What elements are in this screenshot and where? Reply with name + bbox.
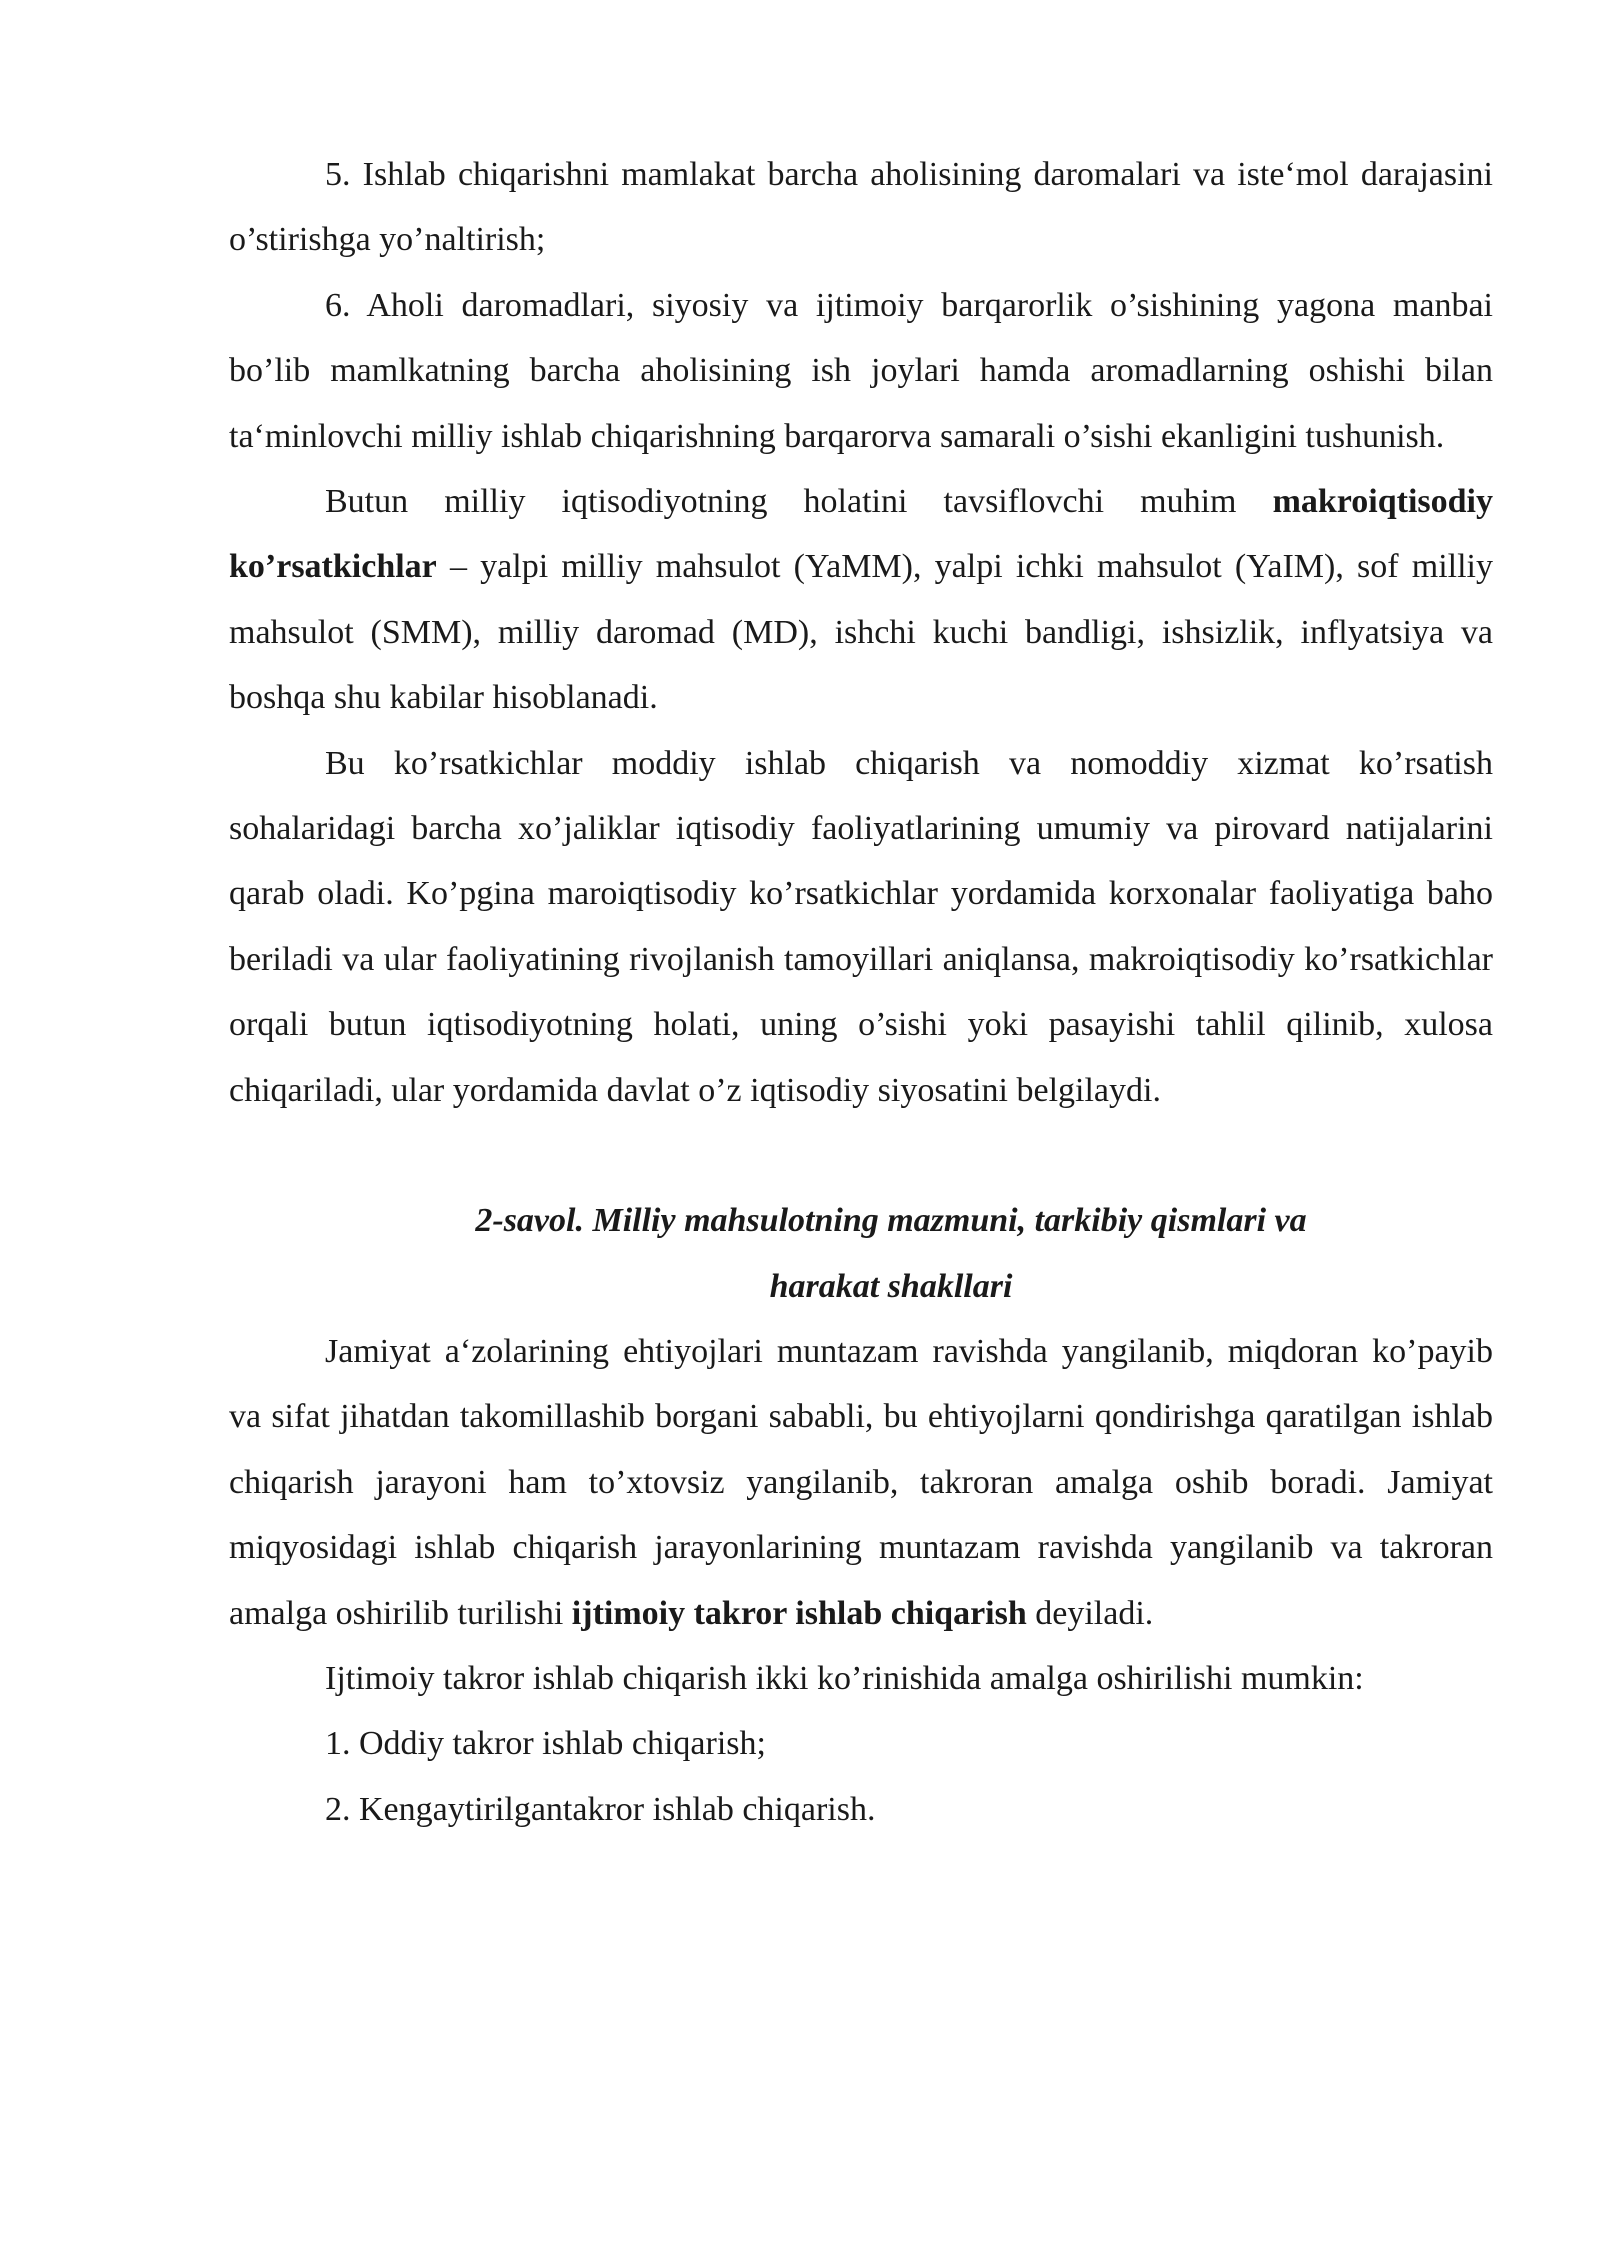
paragraph-text: – yalpi milliy mahsulot (YaMM), yalpi ichki mahsulot (YaIM), sof milliy mahsulot (SMM), milliy daromad (MD), ishchi kuchi bandligi, ishsizlik, inflyatsiya va boshqa shu kabilar hisoblanadi. — [229, 548, 1493, 717]
list-item-simple-reproduction: 1. Oddiy takror ishlab chiqarish; — [325, 1725, 766, 1763]
section-heading-line-1: 2-savol. Milliy mahsulotning mazmuni, tarkibiy qismlari va — [475, 1202, 1307, 1240]
paragraph-social-reproduction — [229, 1319, 1493, 1646]
paragraph-item-5: 5. Ishlab chiqarishni mamlakat barcha aholisining daromalari va iste‘mol darajasini o’stirishga yo’naltirish; — [229, 156, 1493, 259]
paragraph-text: Butun milliy iqtisodiyotning holatini tavsiflovchi muhim — [325, 483, 1273, 521]
paragraph-macro-indicators — [229, 469, 1493, 731]
bold-term-macro-indicators: makroiqtisodiy ko’rsatkichlar — [229, 483, 1493, 586]
list-item-extended-reproduction: 2. Kengaytirilgantakror ishlab chiqarish. — [325, 1790, 876, 1828]
paragraph-item-6: 6. Aholi daromadlari, siyosiy va ijtimoiy barqarorlik o’sishining yagona manbai bo’lib mamlkatning barcha aholisining ish joylari hamda aromadlarning oshishi bilan ta‘minlovchi milliy ishlab chiqarishning barqarorva samarali o’sishi ekanligini tushunish. — [229, 286, 1493, 455]
document-page — [229, 142, 1493, 1842]
paragraph-indicators-purpose: Bu ko’rsatkichlar moddiy ishlab chiqarish va nomoddiy xizmat ko’rsatish sohalaridagi barcha xo’jaliklar iqtisodiy faoliyatlarining umumiy va pirovard natijalarini qarab oladi. Ko’pgina maroiqtisodiy ko’rsatkichlar yordamida korxonalar faoliyatiga baho beriladi va ular faoliyatining rivojlanish tamoyillari aniqlansa, makroiqtisodiy ko’rsatkichlar orqali butun iqtisodiyotning holati, uning o’sishi yoki pasayishi tahlil qilinib, xulosa chiqariladi, ular yordamida davlat o’z iqtisodiy siyosatini belgilaydi. — [229, 744, 1493, 1109]
section-heading-line-2: harakat shakllari — [769, 1267, 1013, 1305]
section-heading — [229, 1188, 1493, 1319]
bold-term-social-reproduction: ijtimoiy takror ishlab chiqarish — [571, 1594, 1027, 1632]
paragraph-text: Jamiyat a‘zolarining ehtiyojlari muntazam ravishda yangilanib, miqdoran ko’payib va sifat jihatdan takomillashib borgani sababli, bu ehtiyojlarni qondirishga qaratilgan ishlab chiqarish jarayoni ham to’xtovsiz yangilanib, takroran amalga oshib boradi. Jamiyat miqyosidagi ishlab chiqarish jarayonlarining muntazam ravishda yangilanib va takroran amalga oshirilib turilishi — [229, 1332, 1493, 1632]
paragraph-reproduction-forms: Ijtimoiy takror ishlab chiqarish ikki ko’rinishida amalga oshirilishi mumkin: — [325, 1659, 1364, 1697]
paragraph-text: deyiladi. — [1026, 1594, 1154, 1632]
